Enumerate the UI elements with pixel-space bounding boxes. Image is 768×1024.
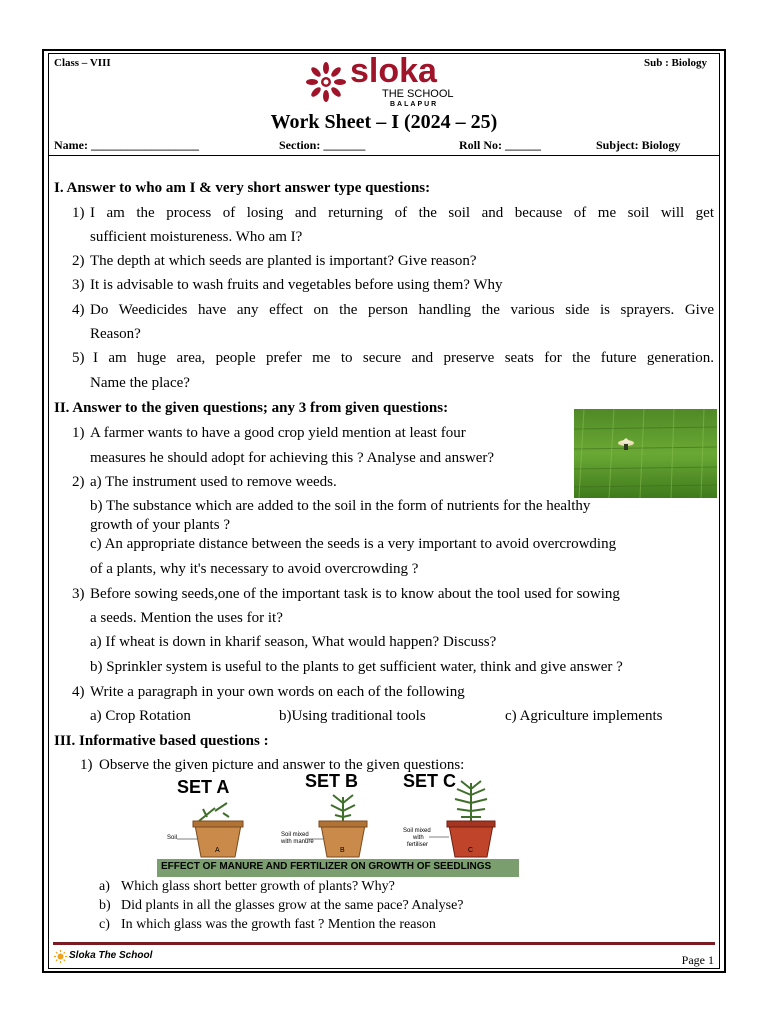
sun-icon	[54, 950, 67, 963]
s3-sub-c-number: c)	[99, 917, 110, 932]
s2-q1-number: 1)	[72, 425, 85, 441]
s2-q2c-line1: c) An appropriate distance between the seeds is a very important to avoid overcrowding	[90, 536, 617, 552]
s2-q4: Write a paragraph in your own words on each of the following	[90, 684, 465, 700]
s1-q4-number: 4)	[72, 302, 85, 318]
label-fert-1: Soil mixed	[403, 828, 431, 834]
s2-q4a: a) Crop Rotation	[90, 708, 191, 724]
pot-c-letter: C	[468, 847, 474, 854]
pot-b-letter: B	[340, 847, 345, 854]
s1-q1-line1: I am the process of losing and returning of the soil and because of me soil will get	[90, 205, 714, 221]
set-c-label: SET C	[403, 773, 457, 791]
section-field: Section: _______	[279, 138, 366, 152]
mandala-icon	[304, 60, 348, 104]
header-divider	[48, 155, 720, 156]
s1-q4-line2: Reason?	[90, 326, 141, 342]
s2-q3-line2: a seeds. Mention the uses for it?	[90, 610, 283, 626]
worksheet-title: Work Sheet – I (2024 – 25)	[270, 111, 498, 133]
label-fert-2: with	[413, 835, 424, 841]
s2-q1-line2: measures he should adopt for achieving this ? Analyse and answer?	[90, 450, 495, 466]
school-logo	[304, 52, 464, 110]
roll-field: Roll No: ______	[459, 138, 541, 152]
s1-q5-line2: Name the place?	[90, 375, 190, 391]
label-soil: Soil	[167, 835, 178, 841]
s1-q5-line1: I am huge area, people prefer me to secure and preserve seats for the future generation.	[93, 350, 714, 366]
s2-q4c: c) Agriculture implements	[505, 708, 663, 724]
s2-q2-number: 2)	[72, 474, 85, 490]
s2-q3-line1: Before sowing seeds,one of the important task is to know about the tool used for sowing	[90, 586, 620, 602]
paddy-field-photo	[574, 409, 717, 498]
figure-caption: EFFECT OF MANURE AND FERTILIZER ON GROWTH OF SEEDLINGS	[161, 861, 492, 872]
s1-q4-line1: Do Weedicides have any effect on the person handling the various side is sprayers. Give	[90, 302, 714, 318]
seedling-experiment-figure	[157, 773, 519, 877]
s2-q1-line1: A farmer wants to have a good crop yield mention at least four	[90, 425, 466, 441]
s2-q2a: a) The instrument used to remove weeds.	[90, 474, 337, 490]
label-manure-2: with manure	[281, 839, 314, 845]
set-a-label: SET A	[177, 777, 230, 797]
s2-q4-number: 4)	[72, 684, 85, 700]
label-fert-3: fertiliser	[407, 842, 429, 848]
footer-school-name: Sloka The School	[69, 950, 153, 961]
section-3-heading: III. Informative based questions :	[54, 733, 269, 749]
s2-q3-number: 3)	[72, 586, 85, 602]
s2-q3a: a) If wheat is down in kharif season, What would happen? Discuss?	[90, 634, 497, 650]
s1-q2-number: 2)	[72, 253, 85, 269]
label-manure-1: Soil mixed	[281, 832, 309, 838]
s1-q2: The depth at which seeds are planted is important? Give reason?	[90, 253, 477, 269]
s3-sub-b-number: b)	[99, 898, 111, 913]
section-2-heading: II. Answer to the given questions; any 3 from given questions:	[54, 400, 449, 416]
logo-wordmark: sloka	[350, 52, 437, 90]
section-1-heading: I. Answer to who am I & very short answer type questions:	[54, 180, 431, 196]
s2-q3b: b) Sprinkler system is useful to the plants to get sufficient water, think and give answer ?	[90, 659, 623, 675]
s1-q5-number: 5)	[72, 350, 85, 366]
s1-q3-number: 3)	[72, 277, 85, 293]
s2-q2c-line2: of a plants, why it's necessary to avoid overcrowding ?	[90, 561, 419, 577]
pot-c-graphic	[447, 781, 495, 857]
name-field: Name: __________________	[54, 138, 199, 152]
set-b-label: SET B	[305, 773, 359, 791]
footer-rule	[53, 942, 715, 945]
s3-q1: Observe the given picture and answer to the given questions:	[99, 757, 465, 773]
s3-q1-number: 1)	[80, 757, 93, 773]
pot-a-letter: A	[215, 847, 220, 854]
s1-q3: It is advisable to wash fruits and vegetables before using them? Why	[90, 277, 503, 293]
s2-q2b-line2: growth of your plants ?	[90, 517, 230, 533]
s3-sub-a: Which glass short better growth of plants? Why?	[121, 879, 395, 894]
s3-sub-c: In which glass was the growth fast ? Mention the reason	[121, 917, 436, 932]
s2-q2b-line1: b) The substance which are added to the soil in the form of nutrients for the healthy	[90, 498, 591, 514]
s1-q1-number: 1)	[72, 205, 85, 221]
subject-field: Subject: Biology	[596, 138, 681, 152]
s3-sub-b: Did plants in all the glasses grow at the same pace? Analyse?	[121, 898, 464, 913]
page-number: Page 1	[681, 953, 714, 967]
subject-corner-label: Sub : Biology	[644, 57, 707, 69]
s2-q4b: b)Using traditional tools	[279, 708, 426, 724]
logo-subtitle: THE SCHOOL	[382, 88, 454, 100]
s1-q1-line2: sufficient moistureness. Who am I?	[90, 229, 303, 245]
class-label: Class – VIII	[54, 57, 111, 69]
logo-place: BALAPUR	[390, 101, 439, 108]
s3-sub-a-number: a)	[99, 879, 110, 894]
